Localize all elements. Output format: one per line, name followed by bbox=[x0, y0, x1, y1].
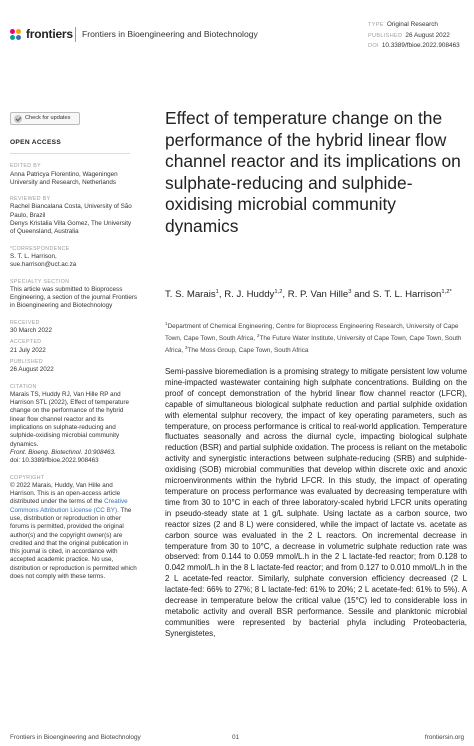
edited-by: Anna Patricya Florentino, Wageningen University and Research, Netherlands bbox=[10, 170, 118, 186]
article-title: Effect of temperature change on the performance of the hybrid linear flow channel reactor and its implications on sulphate-reducing and sulphide-oxidising microbial community dynamics bbox=[165, 108, 461, 236]
accepted-date: 21 July 2022 bbox=[10, 346, 46, 354]
page-number: 01 bbox=[232, 734, 240, 741]
brand-name: frontiers bbox=[26, 27, 73, 41]
meta-type: TYPE Original Research bbox=[368, 21, 438, 28]
specialty-section: This article was submitted to Bioprocess Engineering, a section of the journal Frontiers in Bioengineering and Biotechnology bbox=[10, 285, 138, 310]
accepted-label: ACCEPTED bbox=[10, 339, 42, 346]
sidebar-divider bbox=[10, 153, 130, 154]
author-4[interactable]: S. T. L. Harrison$^{1,2*}$ bbox=[372, 289, 452, 301]
article-sidebar bbox=[10, 112, 138, 581]
copyright-text: © 2022 Marais, Huddy, Van Hille and Harrison. This is an open-access article distributed under the terms of the Creative Commons Attribution License (CC BY). The use, distribution or reproduction in other forums is permitted, provided the original author(s) and the copyright owner(s) are credited and that the original publication in this journal is cited, in accordance with accepted academic practice. No use, distribution or reproduction is permitted which does not comply with these terms. bbox=[10, 481, 137, 581]
reviewed-by-label: REVIEWED BY bbox=[10, 196, 51, 203]
open-access-label: OPEN ACCESS bbox=[10, 139, 62, 146]
article-meta bbox=[368, 20, 460, 52]
author-2[interactable]: R. J. Huddy$^{1,2}$ bbox=[224, 289, 283, 301]
edited-by-label: EDITED BY bbox=[10, 163, 41, 170]
check-for-updates-button[interactable]: Check for updates bbox=[10, 112, 80, 125]
author-list: T. S. Marais$^1$, R. J. Huddy$^{1,2}$, R. P. Van Hille$^3$ and S. T. L. Harrison$^{1,2*}$ bbox=[165, 289, 452, 301]
meta-published: PUBLISHED 26 August 2022 bbox=[368, 31, 450, 39]
received-date: 30 March 2022 bbox=[10, 327, 53, 335]
footer-journal: Frontiers in Bioengineering and Biotechnology bbox=[10, 734, 141, 741]
page-header bbox=[0, 0, 474, 72]
author-3[interactable]: R. P. Van Hille$^3$ bbox=[287, 289, 352, 301]
specialty-section-label: SPECIALTY SECTION bbox=[10, 278, 70, 285]
reviewer-1: Rachel Biancalana Costa, University of São Paulo, Brazil bbox=[10, 203, 132, 219]
published-label: PUBLISHED bbox=[10, 358, 44, 365]
citation-label: CITATION bbox=[10, 383, 37, 390]
correspondence-name: S. T. L. Harrison, bbox=[10, 252, 57, 260]
reviewer-2: Denys Kristalia Villa Gomez, The University of Queensland, Australia bbox=[10, 220, 132, 236]
citation-journal: Front. Bioeng. Biotechnol. 10:908463. bbox=[10, 448, 116, 456]
published-date: 26 August 2022 bbox=[10, 366, 54, 374]
cc-by-license-link[interactable]: Creative Commons Attribution License (CC BY). bbox=[10, 498, 128, 514]
received-label: RECEIVED bbox=[10, 319, 40, 326]
meta-doi[interactable]: DOI 10.3389/fbioe.2022.908463 bbox=[368, 42, 460, 50]
correspondence-label: *CORRESPONDENCE bbox=[10, 245, 70, 252]
correspondence-email[interactable]: sue.harrison@uct.ac.za bbox=[10, 261, 77, 269]
copyright-label: COPYRIGHT bbox=[10, 474, 45, 481]
citation: Marais TS, Huddy RJ, Van Hille RP and Harrison STL (2022), Effect of temperature change on the performance of the hybrid linear flow channel reactor and its implications on sulphate-reducing and sulphide-oxidising microbial community dynamics. bbox=[10, 390, 129, 448]
header-divider bbox=[75, 27, 76, 42]
check-updates-icon bbox=[14, 115, 22, 123]
journal-name: Frontiers in Bioengineering and Biotechnology bbox=[82, 29, 258, 39]
author-1[interactable]: T. S. Marais$^1$ bbox=[165, 289, 219, 301]
abstract: Semi-passive bioremediation is a promising strategy to mitigate persistent low volume mine-impacted wastewater containing high sulphate concentrations. Building on the proof of concept demonstration of the hybrid linear flow channel reactor (LFCR), capable of simultaneous biological sulphate reduction and partial sulphide oxidation with elemental sulphur recovery, the impact of key operating parameters, such as temperature, on process performance is critical to real-world application. Temperature fluctuates seasonally and across the diurnal cycle, impacting biological sulphate reduction (BSR) and partial sulphide oxidation. The process is reliant on the metabolic activity and synergistic interactions between sulphate-reducing (SRB) and sulphide-oxidising (SOB) microbial communities that develop within discrete oxic and anoxic microenvironments within the hybrid LFCR. In this study, the impact of operating temperature on process performance was evaluated by decreasing temperature with time from 30 to 10°C in each of three laboratory-scaled hybrid LFCR units operating in pseudo-steady state at 1 g/L sulphate. Using lactate as a carbon source, two reactor sizes (2 and 8 L) were considered, while the impact of lactate vs. acetate as carbon source was evaluated in the 2 L reactors. On incremental decrease in temperature from 30 to 10°C, a decrease in volumetric sulphate reduction rate was observed: from 0.144 to 0.059 mmol/L.h in the 2 L lactate-fed reactor; from 0.128 to 0.042 mmol/L.h in the 8 L lactate-fed reactor; and from 0.127 to 0.010 mmol/L.h in the 2 L acetate-fed reactor. Similarly, sulphate conversion efficiency decreased (2 L lactate-fed: 66% to 27%; 8 L lactate-fed: 61% to 20%; 2 L acetate-fed: 61% to 5%). A decrease in temperature below the critical value (15°C) led to considerable loss in metabolic activity and overall BSR performance. Sessile and planktonic microbial communities were represented by bacterial phyla including Proteobacteria, Synergistetes, bbox=[165, 367, 467, 638]
citation-doi[interactable]: doi: 10.3389/fbioe.2022.908463 bbox=[10, 457, 99, 465]
footer-site-link[interactable]: frontiersin.org bbox=[424, 734, 464, 741]
frontiers-logo-icon bbox=[10, 29, 23, 42]
affiliations: $^1$Department of Chemical Engineering, Centre for Bioprocess Engineering Research, University of Cape Town, Cape Town, South Africa, $^2$The Future Water Institute, University of Cape Town, Cape Town, South Africa, $^3$The Moss Group, Cape Town, South Africa bbox=[165, 321, 462, 354]
